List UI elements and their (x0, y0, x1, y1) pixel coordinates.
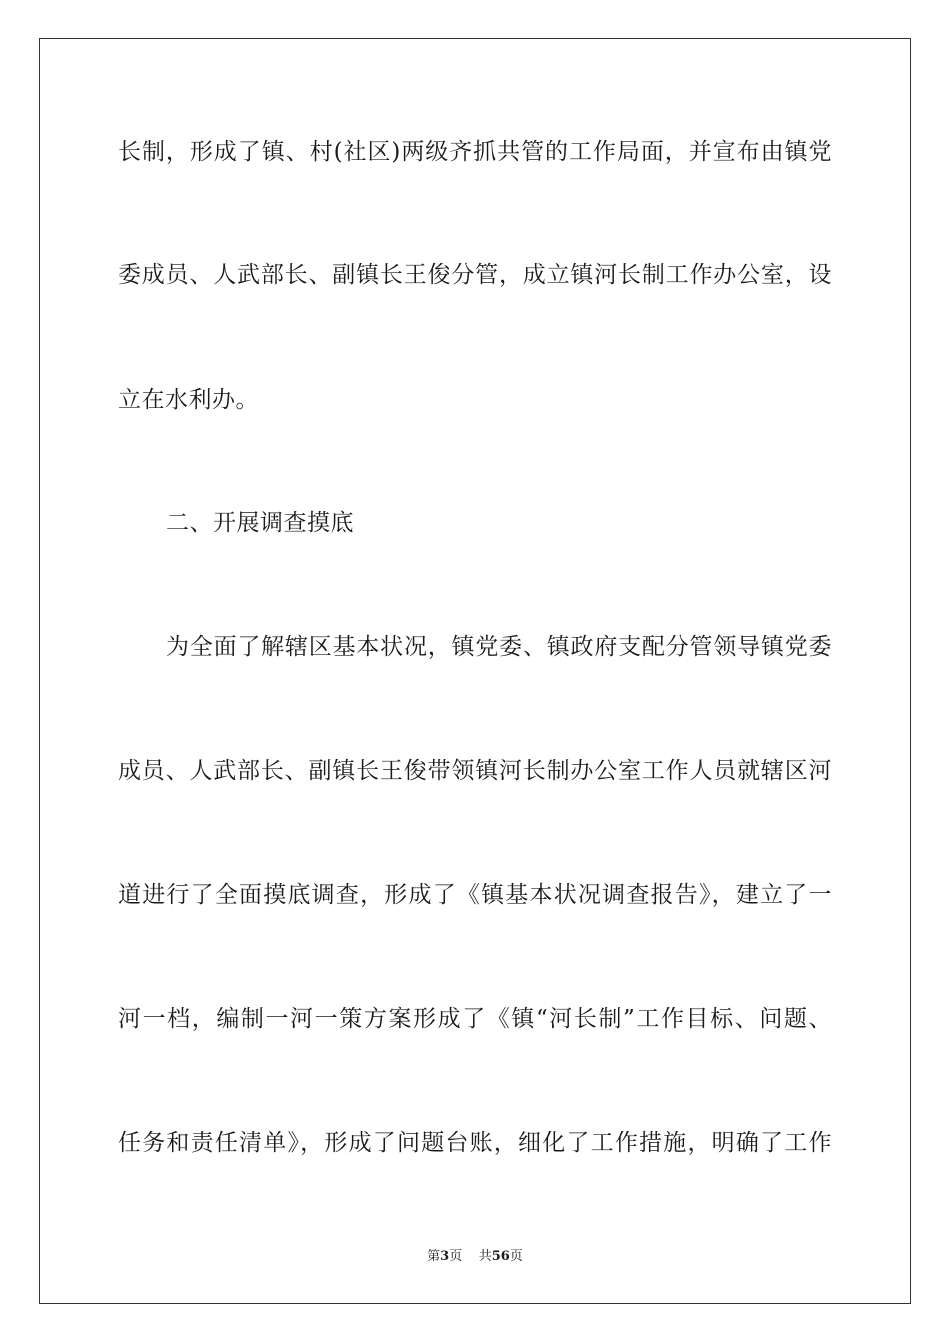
section-heading: 二、开展调查摸底 (166, 510, 354, 536)
page-prefix: 第 (427, 1249, 441, 1264)
body-text-line: 委成员、人武部长、副镇长王俊分管，成立镇河长制工作办公室，设 (118, 262, 832, 288)
body-text-line: 道进行了全面摸底调查，形成了《镇基本状况调查报告》，建立了一 (118, 882, 832, 908)
body-text-line: 成员、人武部长、副镇长王俊带领镇河长制办公室工作人员就辖区河 (118, 758, 832, 784)
page-number: 3 (440, 1249, 450, 1264)
body-text-line: 河一档，编制一河一策方案形成了《镇“河长制”工作目标、问题、 (118, 1006, 832, 1032)
page-suffix: 页 (449, 1249, 463, 1264)
body-text-line: 长制，形成了镇、村(社区)两级齐抓共管的工作局面，并宣布由镇党 (118, 139, 832, 165)
page-footer (0, 1249, 950, 1265)
total-pages: 56 (491, 1249, 510, 1264)
total-prefix: 共 (478, 1249, 492, 1264)
body-text-line: 为全面了解辖区基本状况，镇党委、镇政府支配分管领导镇党委 (166, 634, 832, 660)
page-border (39, 38, 911, 1304)
total-suffix: 页 (509, 1249, 523, 1264)
body-text-line: 立在水利办。 (118, 387, 259, 413)
body-text-line: 任务和责任清单》，形成了问题台账，细化了工作措施，明确了工作 (118, 1130, 832, 1156)
